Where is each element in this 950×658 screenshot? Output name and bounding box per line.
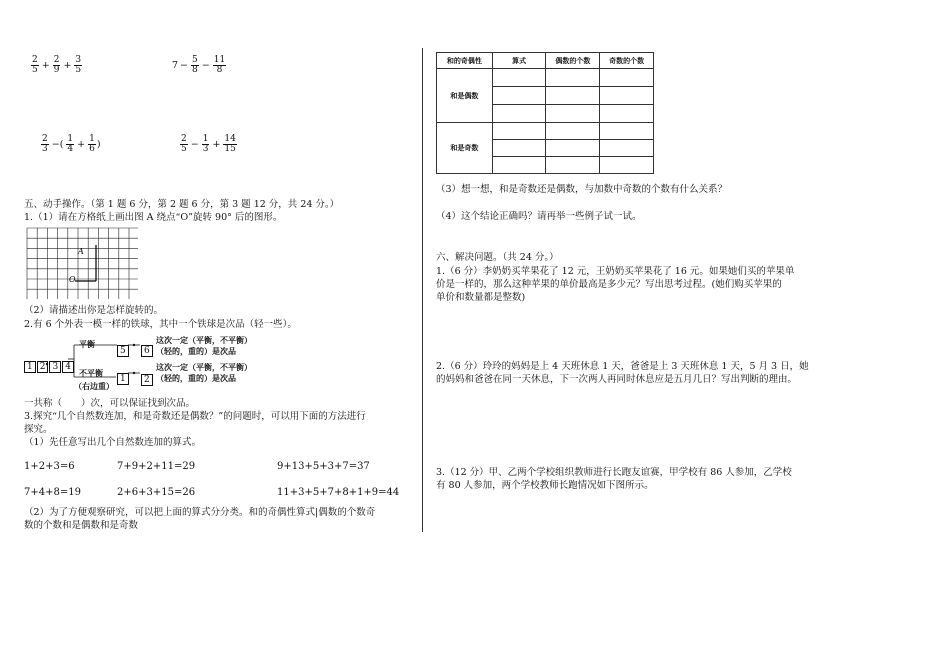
table-cell[interactable] [546, 87, 600, 105]
table-cell[interactable] [546, 140, 600, 157]
expression-1: $\frac{2}{5}$ + $\frac{2}{9}$ + $\frac{3}{5}$ [32, 55, 82, 75]
expression-3: $\frac{2}{3}$ −( $\frac{1}{4}$ + $\frac{1}{6}$ ) [42, 134, 101, 154]
label-unbalance: 不平衡 [79, 368, 103, 378]
sum-1: 1+2+3=6 [24, 461, 75, 472]
balls-group-1-4: 1 2 3 4 [24, 354, 75, 373]
fraction: $\frac{2}{3}$ [42, 134, 48, 154]
grid-label-o: O [69, 275, 76, 284]
fraction: $\frac{5}{8}$ [192, 55, 198, 75]
header-formula: 算式 [492, 53, 546, 69]
table-cell[interactable] [600, 87, 654, 105]
question-3-line1: 3.探究“几个自然数连加，和是奇数还是偶数？”的问题时，可以用下面的方法进行 [24, 411, 366, 422]
sum-6: 11+3+5+7+8+1+9=44 [277, 487, 400, 498]
problem-3-line1: 3.（12 分）甲、乙两个学校组织教师进行长跑友谊赛，甲学校有 86 人参加，乙学校 [436, 467, 792, 478]
ball-2: 2 [141, 374, 153, 386]
fraction: $\frac{2}{5}$ [32, 55, 38, 75]
problem-1-line3: 单价和数量都是整数) [436, 292, 526, 303]
fraction: $\frac{1}{6}$ [89, 134, 95, 154]
ball-1: 1 [117, 373, 129, 385]
question-3-4: （4）这个结论正确吗？请再举一些例子试一试。 [436, 211, 642, 222]
question-3-3: （3）想一想，和是奇数还是偶数，与加数中奇数的个数有什么关系？ [436, 184, 728, 195]
fraction: $\frac{3}{5}$ [75, 55, 82, 75]
table-cell[interactable] [492, 69, 546, 87]
label-right-heavy: （右边重） [74, 381, 114, 391]
question-3-2-line1: （2）为了方便观察研究，可以把上面的算式分分类。和的奇偶性算式|偶数的个数奇 [24, 507, 376, 518]
table-cell[interactable] [492, 87, 546, 105]
expression-4: $\frac{2}{5}$ − $\frac{1}{3}$ + $\frac{14}{15}$ [181, 134, 236, 154]
row-label-even: 和是偶数 [437, 69, 493, 123]
header-even-count: 偶数的个数 [546, 53, 600, 69]
table-cell[interactable] [600, 105, 654, 123]
sum-4: 7+4+8=19 [24, 487, 81, 498]
note-2b: （轻的，重的）是次品 [156, 373, 236, 383]
ball-6: 6 [141, 345, 153, 357]
fraction: $\frac{1}{4}$ [67, 134, 74, 154]
fraction: $\frac{2}{9}$ [53, 55, 60, 75]
problem-1-line2: 价是一样的，那么这种苹果的单价最高是多少元？写出思考过程。(她们购买苹果的 [436, 279, 782, 290]
weighing-diagram [24, 337, 284, 393]
problem-2-line2: 的妈妈和爸爸在同一天休息，下一次两人再同时休息应是五月几日？写出判断的理由。 [436, 374, 798, 385]
table-cell[interactable] [600, 157, 654, 174]
question-2-end: 一共称（ ）次，可以保证找到次品。 [24, 398, 196, 409]
table-cell[interactable] [546, 105, 600, 123]
problem-3-line2: 有 80 人参加，两个学校教师长跑情况如下图所示。 [436, 480, 654, 491]
header-parity: 和的奇偶性 [437, 53, 493, 69]
note-1b: （轻的，重的）是次品 [156, 346, 236, 356]
fraction: $\frac{14}{15}$ [224, 134, 236, 154]
header-odd-count: 奇数的个数 [600, 53, 654, 69]
table-cell[interactable] [492, 140, 546, 157]
problem-1-line1: 1.（6 分）李奶奶买苹果花了 12 元，王奶奶买苹果花了 16 元。如果她们买的苹果单 [436, 266, 795, 277]
table-cell[interactable] [600, 123, 654, 140]
sum-5: 2+6+3+15=26 [117, 487, 196, 498]
table-cell[interactable] [492, 123, 546, 140]
question-3-1: （1）先任意写出几个自然数连加的算式。 [24, 437, 202, 448]
table-cell[interactable] [492, 105, 546, 123]
grid-paper[interactable] [26, 227, 138, 299]
question-1-1: 1.（1）请在方格纸上画出图 A 绕点“O”旋转 90° 后的图形。 [24, 212, 283, 223]
sum-2: 7+9+2+11=29 [117, 461, 196, 472]
section6-title: 六、解决问题。（共 24 分。） [436, 252, 559, 263]
sum-3: 9+13+5+3+7=37 [277, 461, 370, 472]
parity-table [436, 52, 654, 174]
table-cell[interactable] [600, 140, 654, 157]
column-divider [422, 48, 423, 532]
table-cell[interactable] [546, 157, 600, 174]
fraction: $\frac{1}{3}$ [202, 134, 209, 154]
question-3-line2: 探究。 [24, 424, 53, 435]
question-1-2: （2）请描述出你是怎样旋转的。 [24, 305, 164, 316]
question-2: 2.有 6 个外表一模一样的铁球，其中一个铁球是次品（轻一些）。 [24, 319, 297, 330]
fraction: $\frac{2}{5}$ [181, 134, 187, 154]
section5-title: 五、动手操作。（第 1 题 6 分，第 2 题 6 分，第 3 题 12 分，共 24 分。） [24, 199, 340, 210]
note-2a: 这次一定（平衡，不平衡） [156, 362, 252, 372]
expression-2: 7 − $\frac{5}{8}$ − $\frac{11}{8}$ [172, 55, 226, 75]
table-cell[interactable] [492, 157, 546, 174]
problem-2-line1: 2.（6 分）玲玲的妈妈是上 4 天班休息 1 天，爸爸是上 3 天班休息 1 天，5 月 3 日，她 [436, 361, 809, 372]
note-1a: 这次一定（平衡，不平衡） [156, 335, 252, 345]
fraction: $\frac{11}{8}$ [213, 55, 226, 75]
table-cell[interactable] [546, 123, 600, 140]
label-balance: 平衡 [79, 339, 95, 349]
table-cell[interactable] [546, 69, 600, 87]
ball-5: 5 [117, 345, 129, 357]
grid-label-a: A [78, 247, 84, 256]
table-cell[interactable] [600, 69, 654, 87]
row-label-odd: 和是奇数 [437, 123, 493, 174]
question-3-2-line2: 数的个数和是偶数和是奇数 [24, 520, 139, 531]
